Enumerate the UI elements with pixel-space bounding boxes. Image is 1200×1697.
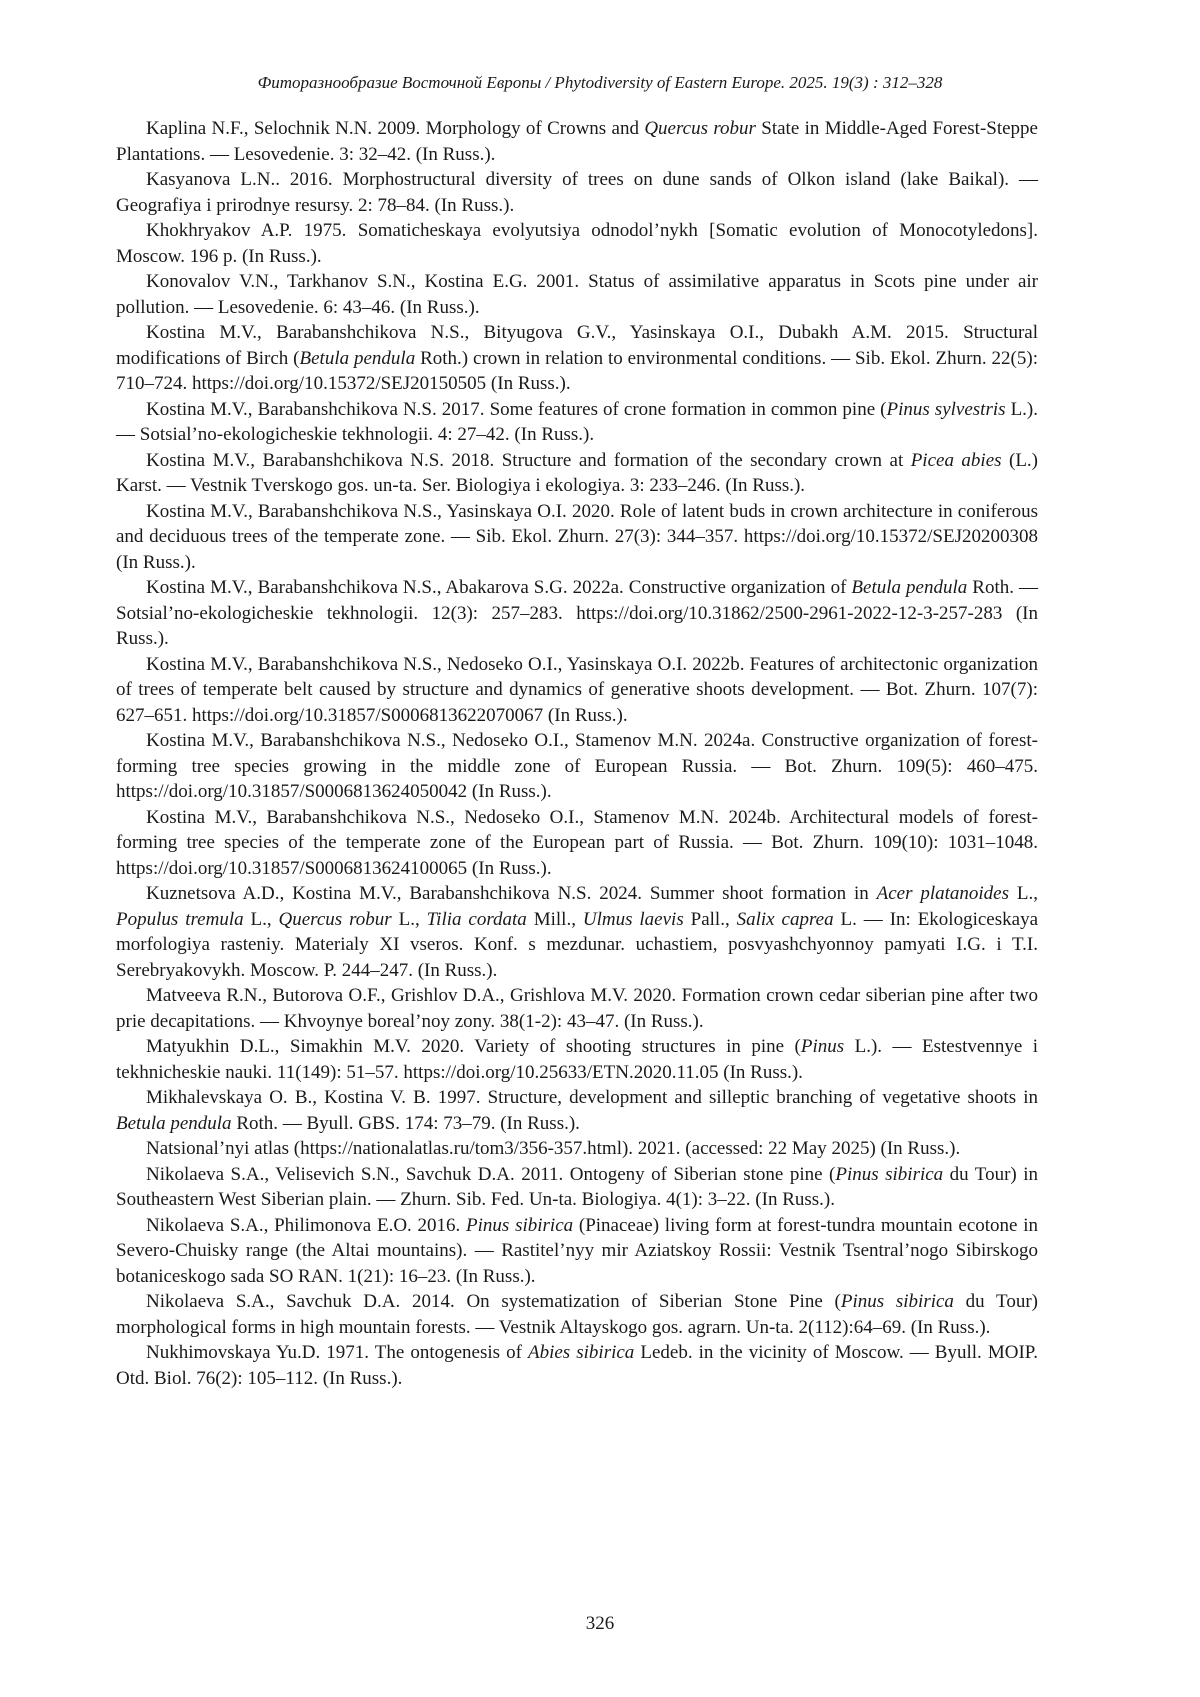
reference-text: Roth. — Sotsial’no-ekologicheskie tekhnologii. 12(3): 257–283. https://doi.org/10.31862/2500-2961-2022-12-3-257-283 (In Russ.). (116, 577, 1038, 649)
reference-taxon-italic: Tilia cordata (427, 909, 527, 930)
reference-text: Ledeb. in the vicinity of Moscow. — Byull. MOIP. Otd. Biol. 76(2): 105–112. (In Russ.). (116, 1342, 1038, 1389)
reference-entry (116, 728, 1038, 805)
reference-text: du Tour) morphological forms in high mountain forests. — Vestnik Altayskogo gos. agrarn. Un-ta. 2(112):64–69. (In Russ.). (116, 1291, 1038, 1338)
reference-taxon-italic: Quercus robur (279, 909, 392, 930)
reference-text: Roth.) crown in relation to environmental conditions. — Sib. Ekol. Zhurn. 22(5): 710–724. https://doi.org/10.15372/SEJ20150505 (In Russ.). (116, 348, 1038, 395)
reference-text: Matyukhin D.L., Simakhin M.V. 2020. Variety of shooting structures in pine ( (146, 1036, 801, 1057)
reference-text: Matveeva R.N., Butorova O.F., Grishlov D.A., Grishlova M.V. 2020. Formation crown cedar siberian pine after two prie decapitations. — Khvoynye boreal’noy zony. 38(1-2): 43–47. (In Russ.). (116, 985, 1038, 1032)
reference-entry (116, 881, 1038, 983)
reference-text: du Tour) in Southeastern West Siberian plain. — Zhurn. Sib. Fed. Un-ta. Biologiya. 4(1): 3–22. (In Russ.). (116, 1164, 1038, 1211)
reference-text: Nikolaeva S.A., Philimonova E.O. 2016. (146, 1215, 466, 1236)
reference-taxon-italic: Ulmus laevis (583, 909, 684, 930)
page-number: 326 (0, 1612, 1200, 1636)
reference-text: Roth. — Byull. GBS. 174: 73–79. (In Russ.). (232, 1113, 580, 1134)
reference-text: Pall., (684, 909, 737, 930)
reference-entry (116, 1085, 1038, 1136)
reference-taxon-italic: Acer platanoides (877, 883, 1009, 904)
reference-entry (116, 1162, 1038, 1213)
reference-text: Kostina M.V., Barabanshchikova N.S. 2017. Some features of crone formation in common pine ( (146, 399, 887, 420)
reference-text: Mill., (527, 909, 583, 930)
reference-entry (116, 448, 1038, 499)
reference-text: Natsional’nyi atlas (https://nationalatlas.ru/tom3/356-357.html). 2021. (accessed: 22 May 2025) (In Russ.). (146, 1138, 960, 1159)
reference-entry (116, 218, 1038, 269)
reference-entry (116, 805, 1038, 882)
reference-taxon-italic: Betula pendula (851, 577, 967, 598)
reference-entry (116, 167, 1038, 218)
reference-text: Kostina M.V., Barabanshchikova N.S., Nedoseko O.I., Stamenov M.N. 2024b. Architectural models of forest-forming tree species of the temperate zone of the European part of Russia. — Bot. Zhurn. 109(10): 1031–1048. https://doi.org/10.31857/S0006813624100065 (In Russ.). (116, 807, 1038, 879)
reference-text: Konovalov V.N., Tarkhanov S.N., Kostina E.G. 2001. Status of assimilative apparatus in Scots pine under air pollution. — Lesovedenie. 6: 43–46. (In Russ.). (116, 271, 1038, 318)
reference-text: Nukhimovskaya Yu.D. 1971. The ontogenesis of (146, 1342, 528, 1363)
reference-taxon-italic: Pinus sibirica (841, 1291, 954, 1312)
reference-taxon-italic: Quercus robur (644, 118, 756, 139)
reference-taxon-italic: Betula pendula (300, 348, 416, 369)
reference-text: Mikhalevskaya O. B., Kostina V. B. 1997. Structure, development and silleptic branching of vegetative shoots in (146, 1087, 1038, 1108)
reference-text: (Pinaceae) living form at forest-tundra mountain ecotone in Severo-Chuisky range (the Altai mountains). — Rastitel’nyy mir Aziatskoy Rossii: Vestnik Tsentral’nogo Sibirskogo botaniceskogo sada SO RAN. 1(21): 16–23. (In Russ.). (116, 1215, 1038, 1287)
reference-text: L.). — Estestvennye i tekhnicheskie nauki. 11(149): 51–57. https://doi.org/10.25633/ETN.2020.11.05 (In Russ.). (116, 1036, 1038, 1083)
reference-text: Nikolaeva S.A., Savchuk D.A. 2014. On systematization of Siberian Stone Pine ( (146, 1291, 841, 1312)
reference-text: State in Middle-Aged Forest-Steppe Plantations. — Lesovedenie. 3: 32–42. (In Russ.). (116, 118, 1038, 165)
reference-taxon-italic: Betula pendula (116, 1113, 232, 1134)
reference-entry (116, 1289, 1038, 1340)
reference-text: Kostina M.V., Barabanshchikova N.S., Yasinskaya O.I. 2020. Role of latent buds in crown architecture in coniferous and deciduous trees of the temperate zone. — Sib. Ekol. Zhurn. 27(3): 344–357. https://doi.org/10.15372/SEJ20200308 (In Russ.). (116, 501, 1038, 573)
reference-entry (116, 320, 1038, 397)
reference-text: L., (244, 909, 279, 930)
reference-taxon-italic: Pinus sibirica (466, 1215, 573, 1236)
reference-taxon-italic: Populus tremula (116, 909, 244, 930)
reference-text: Kostina M.V., Barabanshchikova N.S., Bityugova G.V., Yasinskaya O.I., Dubakh A.M. 2015. Structural modifications of Birch ( (116, 322, 1038, 369)
reference-entry (116, 499, 1038, 576)
reference-entry (116, 1213, 1038, 1290)
reference-text: Kaplina N.F., Selochnik N.N. 2009. Morphology of Crowns and (146, 118, 644, 139)
reference-text: L.). — Sotsial’no-ekologicheskie tekhnologii. 4: 27–42. (In Russ.). (116, 399, 1038, 446)
reference-text: Kuznetsova A.D., Kostina M.V., Barabanshchikova N.S. 2024. Summer shoot formation in (146, 883, 877, 904)
reference-entry (116, 1034, 1038, 1085)
reference-entry (116, 1136, 1038, 1162)
reference-text: Kostina M.V., Barabanshchikova N.S., Abakarova S.G. 2022a. Constructive organization of (146, 577, 851, 598)
reference-taxon-italic: Picea abies (911, 450, 1002, 471)
reference-text: L. — In: Ekologiceskaya morfologiya rasteniy. Materialy XI vseros. Konf. s mezdunar. uchastiem, posvyashchyonnoy pamyati I.G. i T.I. Serebryakovykh. Moscow. P. 244–247. (In Russ.). (116, 909, 1038, 981)
reference-text: (L.) Karst. — Vestnik Tverskogo gos. un-ta. Ser. Biologiya i ekologiya. 3: 233–246. (In Russ.). (116, 450, 1038, 497)
reference-text: L., (392, 909, 427, 930)
reference-text: Kostina M.V., Barabanshchikova N.S., Nedoseko O.I., Stamenov M.N. 2024a. Constructive organization of forest-forming tree species growing in the middle zone of European Russia. — Bot. Zhurn. 109(5): 460–475. https://doi.org/10.31857/S0006813624050042 (In Russ.). (116, 730, 1038, 802)
reference-taxon-italic: Abies sibirica (528, 1342, 634, 1363)
reference-entry (116, 397, 1038, 448)
reference-taxon-italic: Pinus sylvestris (887, 399, 1006, 420)
reference-entry (116, 116, 1038, 167)
reference-text: Khokhryakov A.P. 1975. Somaticheskaya evolyutsiya odnodol’nykh [Somatic evolution of Monocotyledons]. Moscow. 196 p. (In Russ.). (116, 220, 1038, 267)
reference-taxon-italic: Pinus (801, 1036, 844, 1057)
reference-entry (116, 575, 1038, 652)
running-header: Фиторазнообразие Восточной Европы / Phytodiversity of Eastern Europe. 2025. 19(3) : 312–328 (0, 72, 1200, 94)
reference-taxon-italic: Salix caprea (737, 909, 834, 930)
reference-text: L., (1009, 883, 1038, 904)
reference-entry (116, 269, 1038, 320)
reference-list (116, 116, 1038, 1391)
reference-taxon-italic: Pinus sibirica (835, 1164, 943, 1185)
reference-text: Kostina M.V., Barabanshchikova N.S. 2018. Structure and formation of the secondary crown at (146, 450, 911, 471)
reference-text: Nikolaeva S.A., Velisevich S.N., Savchuk D.A. 2011. Ontogeny of Siberian stone pine ( (146, 1164, 835, 1185)
reference-entry (116, 983, 1038, 1034)
reference-entry (116, 1340, 1038, 1391)
reference-text: Kostina M.V., Barabanshchikova N.S., Nedoseko O.I., Yasinskaya O.I. 2022b. Features of architectonic organization of trees of temperate belt caused by structure and dynamics of generative shoots development. — Bot. Zhurn. 107(7): 627–651. https://doi.org/10.31857/S0006813622070067 (In Russ.). (116, 654, 1038, 726)
reference-text: Kasyanova L.N.. 2016. Morphostructural diversity of trees on dune sands of Olkon island (lake Baikal). — Geografiya i prirodnye resursy. 2: 78–84. (In Russ.). (116, 169, 1038, 216)
reference-entry (116, 652, 1038, 729)
